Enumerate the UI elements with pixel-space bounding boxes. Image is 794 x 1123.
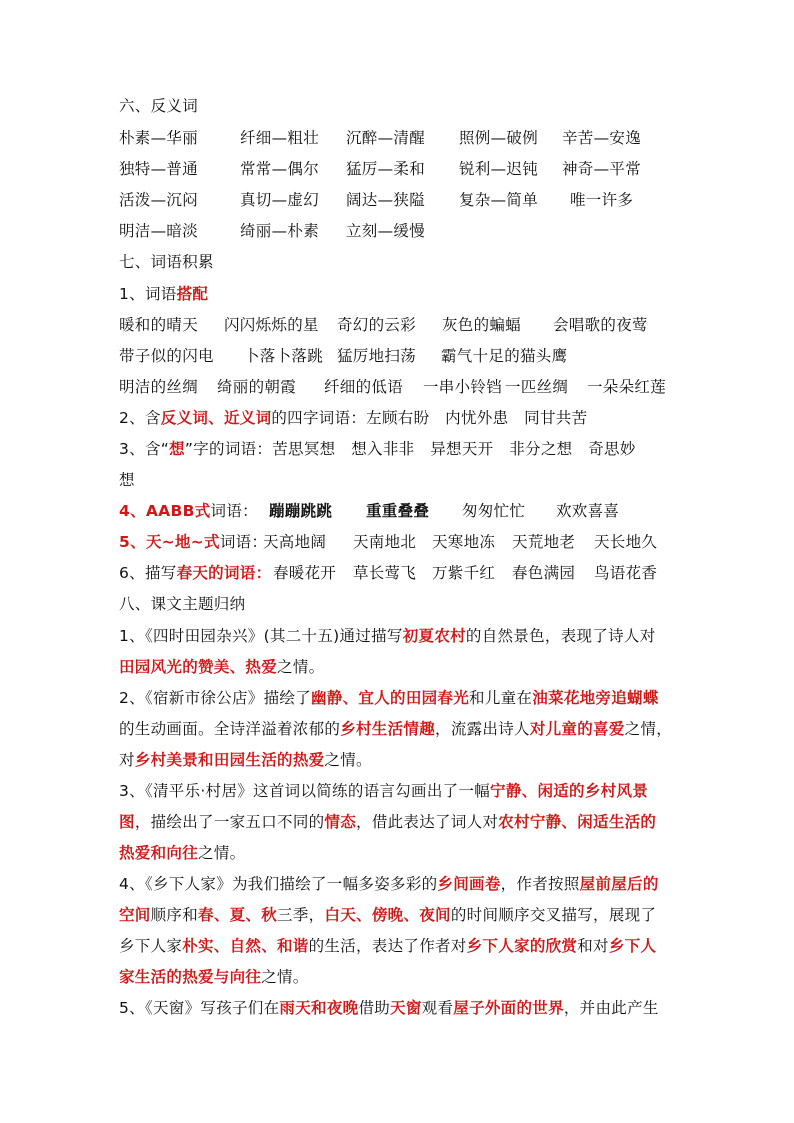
collocation: 奇幻的云彩 xyxy=(337,316,417,334)
vocab-item-4 xyxy=(119,501,734,521)
collocation: 闪闪烁烁的星 xyxy=(224,316,319,334)
theme-3-line-2 xyxy=(119,812,734,832)
antonym-pair: 真切—虚幻 xyxy=(240,191,320,209)
theme-4-line-3 xyxy=(119,936,734,956)
antonym-pair: 唯一许多 xyxy=(570,191,634,209)
highlight: 情态 xyxy=(324,813,357,831)
highlight: 空间 xyxy=(119,906,151,924)
collocation: 明洁的丝绸 xyxy=(119,378,199,396)
text: ，借此表达了词人对 xyxy=(356,813,499,831)
theme-1-line-2 xyxy=(119,657,734,677)
theme-2-line-2 xyxy=(119,719,734,739)
vocab-item-2 xyxy=(119,408,734,428)
highlight: 天窗 xyxy=(390,999,422,1017)
collocation: 绮丽的朝霞 xyxy=(217,378,297,396)
text: 之情， xyxy=(624,720,673,738)
text: 3、《清平乐·村居》这首词以简练的语言勾画出了一幅 xyxy=(119,782,491,800)
spring-word: 鸟语花香 xyxy=(594,564,658,582)
text: 和儿童在 xyxy=(469,689,533,707)
collocation: 一朵朵红莲 xyxy=(587,378,667,396)
highlight: 农村宁静、闲适生活的 xyxy=(498,813,657,831)
text: 之情。 xyxy=(261,968,309,986)
item-label: 1、词语 xyxy=(119,285,177,303)
highlight: 家生活的热爱与向往 xyxy=(119,968,262,986)
aabb-word: 匆匆忙忙 xyxy=(462,502,526,520)
highlight: 幽静、宜人的田园春光 xyxy=(311,689,470,707)
text: 的生动画面。全诗洋溢着浓郁的 xyxy=(119,720,341,738)
text: ，流露出诗人 xyxy=(435,720,530,738)
highlight: 搭配 xyxy=(176,285,209,303)
text: 借助 xyxy=(358,999,391,1017)
spring-word: 万紫千红 xyxy=(432,564,496,582)
antonym-pair: 神奇—平常 xyxy=(562,160,642,178)
text: 观看 xyxy=(421,999,454,1017)
highlight: 5、天~地~式 xyxy=(119,533,220,551)
text: 词语： xyxy=(219,533,268,551)
text: 之情。 xyxy=(324,751,372,769)
tian-di-word: 天南地北 xyxy=(353,533,417,551)
highlight: 乡下人家的欣赏 xyxy=(466,937,578,955)
antonym-pair: 阔达—狭隘 xyxy=(346,191,426,209)
highlight: 反义词、近义词 xyxy=(160,409,272,427)
highlight: 屋前屋后的 xyxy=(579,875,659,893)
antonym-pair: 沉醉—清醒 xyxy=(346,129,426,147)
antonym-pair: 活泼—沉闷 xyxy=(119,191,199,209)
theme-1-line-1 xyxy=(119,626,734,646)
text: 对 xyxy=(119,751,135,769)
highlight: 春、夏、秋 xyxy=(198,906,278,924)
highlight: 初夏农村 xyxy=(402,627,466,645)
antonym-pair: 绮丽—朴素 xyxy=(240,222,320,240)
collocation: 一串小铃铛 xyxy=(423,378,503,396)
collocation: 带子似的闪电 xyxy=(119,347,214,365)
highlight: 乡下人 xyxy=(608,937,657,955)
text: 的四字词语：左顾右盼 内忧外患 同甘共苦 xyxy=(271,409,588,427)
antonym-pair: 纤细—粗壮 xyxy=(240,129,320,147)
antonym-pair: 复杂—简单 xyxy=(459,191,539,209)
text: ”字的词语：苦思冥想 想入非非 异想天开 非分之想 奇思妙 xyxy=(184,440,636,458)
text: 的自然景色，表现了诗人对 xyxy=(465,627,656,645)
antonym-pair: 辛苦—安逸 xyxy=(562,129,642,147)
tian-di-word: 天高地阔 xyxy=(263,533,327,551)
text: 词语： xyxy=(210,502,258,520)
collocation: 霸气十足的猫头鹰 xyxy=(441,347,568,365)
highlight: 田园风光的赞美、热爱 xyxy=(119,658,278,676)
antonym-pair: 朴素—华丽 xyxy=(119,129,199,147)
tian-di-word: 天荒地老 xyxy=(512,533,576,551)
text: 之情。 xyxy=(198,844,246,862)
highlight: 想 xyxy=(169,440,185,458)
text: 5、《天窗》写孩子们在 xyxy=(119,999,280,1017)
highlight: 宁静、闲适的乡村风景 xyxy=(490,782,649,800)
text: 1、《四时田园杂兴》(其二十五)通过描写 xyxy=(119,627,403,645)
spring-word: 草长莺飞 xyxy=(353,564,417,582)
text: 的时间顺序交叉描写，展现了 xyxy=(450,906,657,924)
text: 4、《乡下人家》为我们描绘了一幅多姿多彩的 xyxy=(119,875,438,893)
text: 乡下人家 xyxy=(119,937,183,955)
text: ，并由此产生 xyxy=(563,999,659,1017)
tian-di-word: 天寒地冻 xyxy=(432,533,496,551)
collocation: 猛厉地扫荡 xyxy=(337,347,417,365)
theme-2-line-3 xyxy=(119,750,734,770)
text: ，描绘出了一家五口不同的 xyxy=(134,813,325,831)
antonym-pair: 照例—破例 xyxy=(459,129,539,147)
antonym-pair: 明洁—暗淡 xyxy=(119,222,199,240)
vocab-item-3-continued: 想 xyxy=(119,471,135,489)
theme-3-line-3 xyxy=(119,843,734,863)
highlight: 对儿童的喜爱 xyxy=(529,720,625,738)
antonym-pair: 独特—普通 xyxy=(119,160,199,178)
antonym-pair: 立刻—缓慢 xyxy=(346,222,426,240)
spring-word: 春暖花开 xyxy=(273,564,337,582)
collocation: 卜落卜落跳 xyxy=(244,347,324,365)
highlight: 图 xyxy=(119,813,135,831)
antonym-pair: 常常—偶尔 xyxy=(240,160,320,178)
text: 和对 xyxy=(577,937,609,955)
collocation: 纤细的低语 xyxy=(324,378,404,396)
highlight: 乡间画卷 xyxy=(437,875,501,893)
aabb-word: 重重叠叠 xyxy=(366,502,430,520)
theme-4-line-1 xyxy=(119,874,734,894)
text: 3、含“ xyxy=(119,440,170,458)
text: 6、描写 xyxy=(119,564,177,582)
highlight: 屋子外面的世界 xyxy=(453,999,564,1017)
highlight: 乡村生活情趣 xyxy=(340,720,436,738)
aabb-word: 蹦蹦跳跳 xyxy=(269,502,333,520)
highlight: 雨天和夜晚 xyxy=(279,999,359,1017)
collocation: 会唱歌的夜莺 xyxy=(553,316,648,334)
vocab-item-6 xyxy=(119,563,734,583)
section-heading-themes: 八、课文主题归纳 xyxy=(119,595,246,613)
highlight: 热爱和向往 xyxy=(119,844,199,862)
vocab-item-1-heading xyxy=(119,284,734,304)
text: 之情。 xyxy=(277,658,325,676)
aabb-word: 欢欢喜喜 xyxy=(556,502,620,520)
text: 三季， xyxy=(277,906,325,924)
section-heading-vocabulary: 七、词语积累 xyxy=(119,253,214,271)
text: ，作者按照 xyxy=(500,875,580,893)
vocab-item-5 xyxy=(119,532,734,552)
collocation: 灰色的蝙蝠 xyxy=(442,316,522,334)
highlight: 乡村美景和田园生活的热爱 xyxy=(134,751,325,769)
text: 2、含 xyxy=(119,409,161,427)
text: 顺序和 xyxy=(150,906,199,924)
section-heading-antonyms: 六、反义词 xyxy=(119,97,199,115)
highlight: 春天的词语： xyxy=(176,564,272,582)
tian-di-word: 天长地久 xyxy=(594,533,658,551)
antonym-pair: 锐利—迟钝 xyxy=(459,160,539,178)
theme-5-line-1 xyxy=(119,998,734,1018)
theme-4-line-2 xyxy=(119,905,734,925)
text: 2、《宿新市徐公店》描绘了 xyxy=(119,689,312,707)
highlight: 朴实、自然、和谐 xyxy=(182,937,309,955)
vocab-item-3 xyxy=(119,439,734,459)
theme-4-line-4 xyxy=(119,967,734,987)
collocation: 暖和的晴天 xyxy=(119,316,199,334)
spring-word: 春色满园 xyxy=(512,564,576,582)
highlight: 白天、傍晚、夜间 xyxy=(324,906,451,924)
highlight: 4、AABB式 xyxy=(119,502,211,520)
highlight: 油菜花地旁追蝴蝶 xyxy=(532,689,659,707)
theme-3-line-1 xyxy=(119,781,734,801)
antonym-pair: 猛厉—柔和 xyxy=(346,160,426,178)
collocation: 一匹丝绸 xyxy=(505,378,569,396)
text: 的生活，表达了作者对 xyxy=(308,937,467,955)
theme-2-line-1 xyxy=(119,688,734,708)
